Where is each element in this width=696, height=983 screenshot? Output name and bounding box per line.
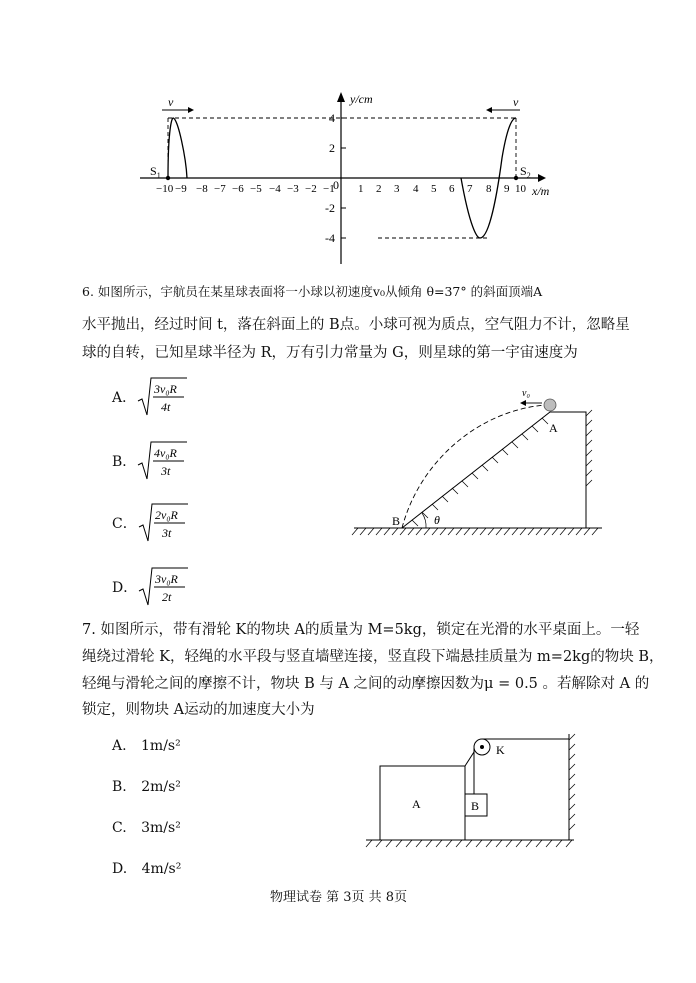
- incline-hatch: [412, 418, 548, 526]
- x-tick: −6: [232, 183, 244, 195]
- x-tick: −2: [305, 183, 317, 195]
- x-axis-label: x/m: [532, 184, 550, 198]
- q6-incline-figure: [350, 380, 610, 540]
- source-s2-dot: [514, 176, 518, 180]
- wall-hatch: [569, 734, 575, 830]
- x-tick: 10: [515, 183, 526, 195]
- denominator: 3t: [161, 464, 171, 478]
- sqrt-fraction: [137, 501, 189, 545]
- q7-line3: 轻绳与滑轮之间的摩擦不计，物块 B 与 A 之间的动摩擦因数为μ = 0.5 。若解除对 A 的: [82, 676, 650, 692]
- option-letter: B．: [112, 454, 137, 470]
- q7-line1: 7. 如图所示，带有滑轮 K的物块 A的质量为 M=5kg，锁定在光滑的水平桌面上。一轻: [82, 622, 640, 638]
- option-value: 4m/s²: [141, 861, 182, 877]
- numerator: 4v₀R: [154, 446, 178, 460]
- block-a: [380, 766, 465, 840]
- x-ticks-positive: [358, 183, 527, 195]
- x-tick: 8: [486, 183, 492, 195]
- x-tick: −4: [269, 183, 281, 195]
- option-value: 3m/s²: [141, 820, 181, 836]
- q7-option-b[interactable]: [112, 779, 181, 795]
- option-letter: D.: [112, 861, 128, 877]
- denominator: 4t: [161, 400, 171, 414]
- q7-option-c[interactable]: [112, 820, 181, 836]
- y-tick-2: 2: [329, 141, 335, 155]
- wall-hatch: [586, 410, 592, 486]
- x-tick: −5: [250, 183, 262, 195]
- point-a-label: A: [549, 421, 558, 435]
- q7-option-d[interactable]: [112, 861, 181, 877]
- x-tick: 6: [449, 183, 455, 195]
- x-tick: 1: [358, 183, 364, 195]
- x-tick: −9: [175, 183, 187, 195]
- option-letter: A．: [112, 390, 137, 406]
- q6-option-b[interactable]: [112, 439, 188, 483]
- option-value: 1m/s²: [141, 738, 181, 754]
- x-tick: −3: [287, 183, 299, 195]
- theta-label: θ: [434, 513, 440, 527]
- x-tick: −8: [196, 183, 208, 195]
- q6-option-a[interactable]: [112, 375, 188, 419]
- y-axis-arrow: [337, 92, 345, 102]
- y-tick-4: 4: [329, 111, 335, 125]
- table-hatch: [366, 840, 572, 847]
- x-tick: −10: [156, 183, 174, 195]
- sqrt-fraction: [136, 439, 188, 483]
- pulley-k-label: K: [496, 743, 505, 757]
- x-tick: 9: [504, 183, 510, 195]
- origin-label: 0: [333, 178, 339, 192]
- y-axis-label: y/cm: [350, 92, 373, 106]
- sqrt-fraction: [136, 375, 188, 419]
- denominator: 2t: [162, 590, 172, 604]
- q6-line2: 水平抛出，经过时间 t，落在斜面上的 B点。小球可视为质点，空气阻力不计，忽略星: [82, 317, 630, 333]
- option-letter: A.: [112, 738, 127, 754]
- block-b-label: B: [471, 799, 480, 813]
- left-velocity-label: v: [168, 95, 174, 109]
- x-ticks-negative: [156, 183, 335, 195]
- point-b-label: B: [392, 514, 401, 528]
- q6-option-d[interactable]: [112, 565, 189, 609]
- y-tick-neg4: -4: [325, 231, 335, 245]
- denominator: 3t: [161, 526, 172, 540]
- q6-line3: 球的自转，已知星球半径为 R，万有引力常量为 G，则星球的第一宇宙速度为: [82, 345, 578, 361]
- option-value: 2m/s²: [141, 779, 181, 795]
- page-footer: 物理试卷 第 3页 共 8页: [270, 890, 408, 905]
- numerator: 3v₀R: [154, 382, 177, 396]
- q6-option-c[interactable]: [112, 501, 189, 545]
- x-tick: −1: [323, 183, 335, 195]
- ball: [544, 399, 556, 411]
- trajectory: [402, 405, 546, 528]
- v0-label: v₀: [522, 388, 530, 399]
- x-tick: 3: [394, 183, 400, 195]
- q7-line4: 锁定，则物块 A运动的加速度大小为: [82, 702, 315, 718]
- sqrt-fraction: [137, 565, 189, 609]
- numerator: 2v₀R: [154, 508, 178, 522]
- source-s1-label: $S_1$: [150, 164, 161, 180]
- q7-line2: 绳绕过滑轮 K，轻绳的水平段与竖直墙壁连接，竖直段下端悬挂质量为 m=2kg的物块 B，: [82, 649, 664, 665]
- option-letter: D．: [112, 580, 138, 596]
- option-letter: B.: [112, 779, 127, 795]
- q7-pulley-figure: [362, 730, 582, 855]
- option-letter: C．: [112, 516, 137, 532]
- option-letter: C.: [112, 820, 127, 836]
- x-tick: 5: [431, 183, 437, 195]
- block-a-label: A: [412, 797, 421, 811]
- x-tick: 7: [467, 183, 473, 195]
- x-tick: −7: [214, 183, 226, 195]
- wave-graph: [130, 88, 550, 266]
- source-s2-label: $S_2$: [520, 164, 531, 180]
- q7-option-a[interactable]: [112, 738, 181, 754]
- x-tick: 4: [413, 183, 419, 195]
- right-velocity-label: v: [513, 95, 519, 109]
- y-tick-neg2: -2: [325, 201, 335, 215]
- q6-line1: 6. 如图所示，宇航员在某星球表面将一小球以初速度v₀从倾角 θ=37° 的斜面顶端A: [82, 284, 543, 299]
- numerator: 3v₀R: [155, 572, 179, 586]
- x-axis-arrow: [538, 174, 546, 182]
- x-tick: 2: [376, 183, 382, 195]
- left-wave: [168, 118, 187, 178]
- ground-hatch: [352, 528, 598, 535]
